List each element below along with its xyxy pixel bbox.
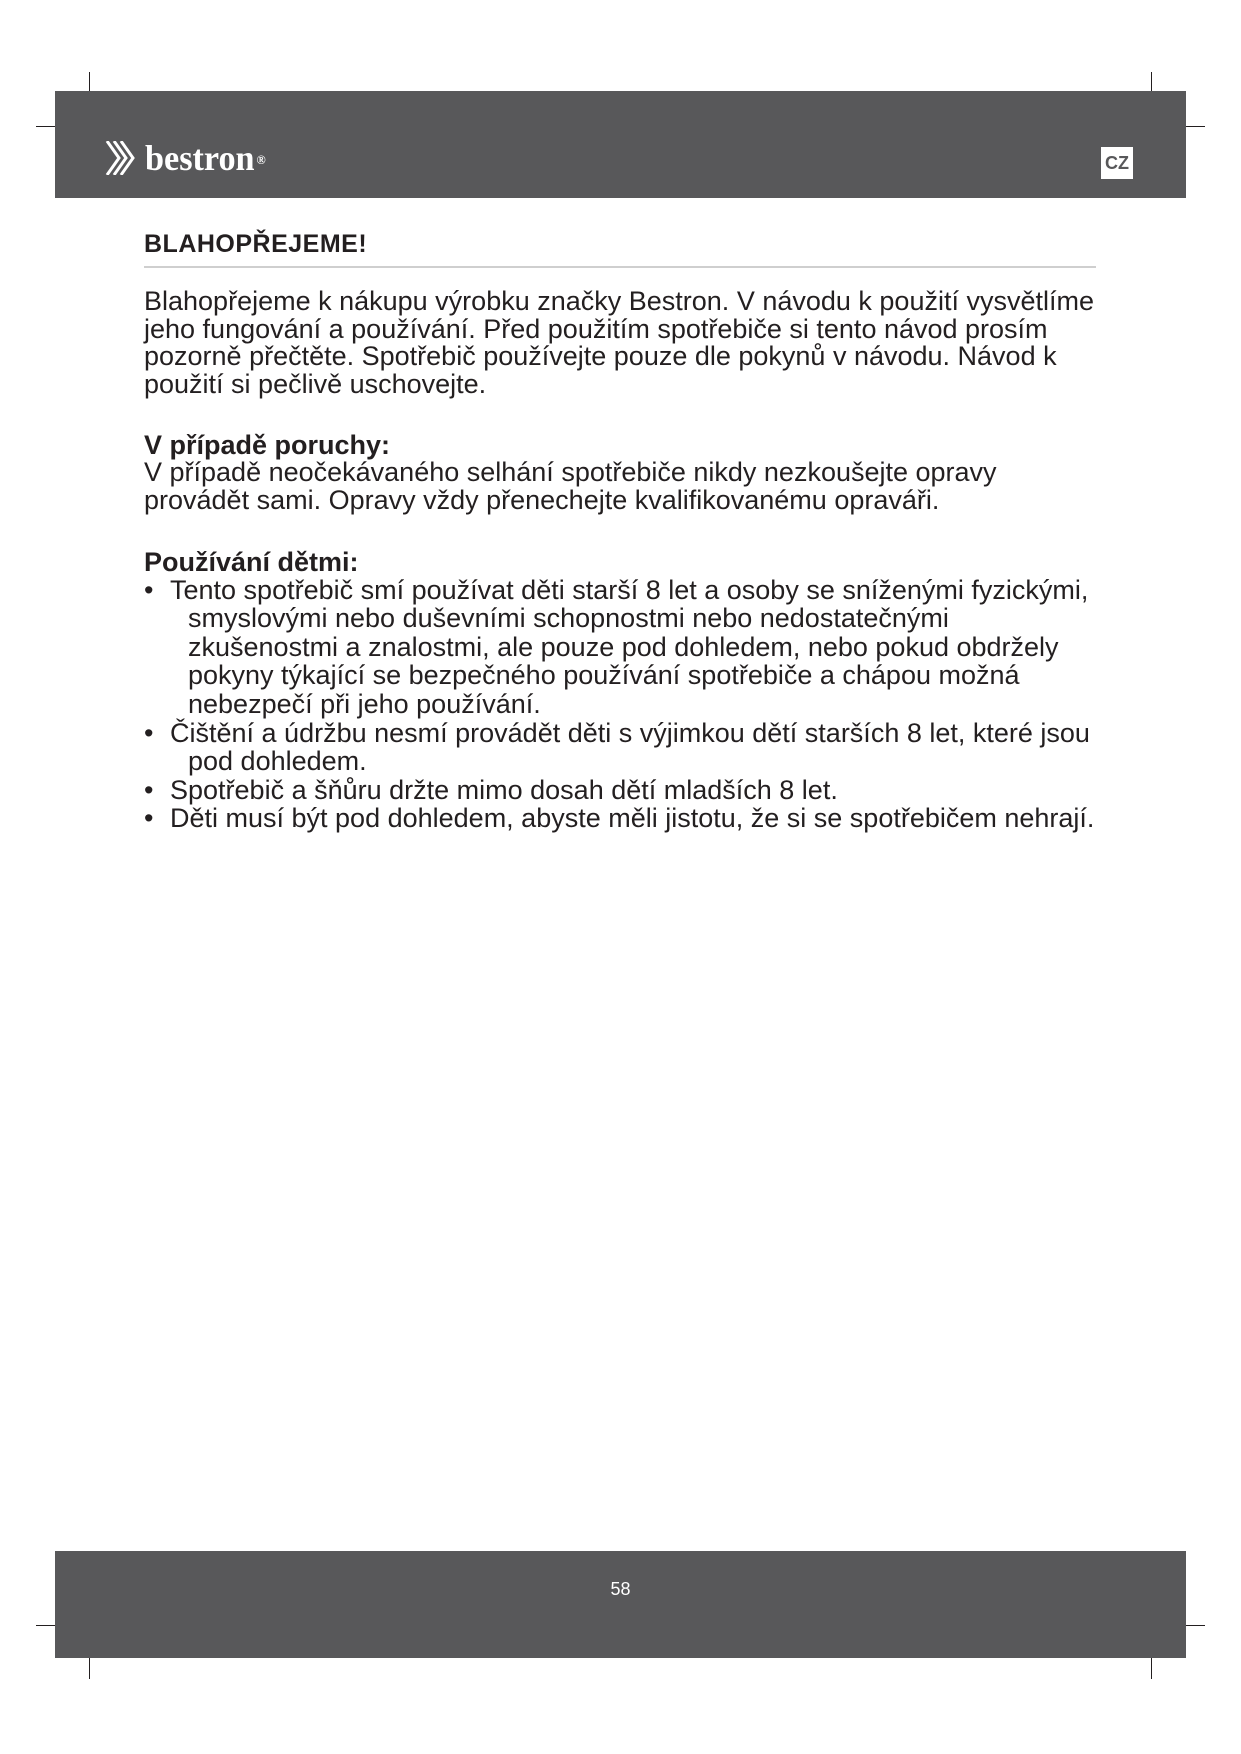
list-item: • Spotřebič a šňůru držte mimo dosah dětí mladších 8 let.: [144, 776, 1104, 805]
brand-name: bestron ®: [145, 138, 266, 178]
brand-logo: [105, 138, 272, 178]
footer-bar: [55, 1551, 1186, 1658]
list-item: • Děti musí být pod dohledem, abyste měli jistotu, že si se spotřebičem nehrají.: [144, 804, 1104, 833]
language-badge: CZ: [1101, 147, 1133, 179]
page-title: BLAHOPŘEJEME!: [144, 230, 368, 258]
page-number: 58: [610, 1579, 631, 1599]
section-malfunction: [144, 431, 1104, 514]
bullet-list: [144, 576, 1104, 833]
section-children: [144, 548, 1104, 833]
page-content: [144, 226, 1104, 833]
section-title: V případě poruchy:: [144, 430, 391, 461]
header-bar: [55, 91, 1186, 198]
section-title: Používání dětmi:: [144, 546, 359, 577]
list-item: • Čištění a údržbu nesmí provádět děti s výjimkou dětí starších 8 let, které jsou pod dohledem.: [144, 719, 1104, 776]
title-divider: [144, 266, 1096, 268]
list-item: • Tento spotřebič smí používat děti starší 8 let a osoby se sníženými fyzickými, smyslovými nebo duševními schopnostmi nebo nedostatečnými zkušenostmi a znalostmi, ale pouze pod dohledem, nebo pokud obdržely pokyny týkající se bezpečného používání spotřebiče a chápou možná nebezpečí při jeho používání.: [144, 576, 1104, 719]
section-body: V případě neočekávaného selhání spotřebiče nikdy nezkoušejte opravy provádět sami. Opravy vždy přenechejte kvalifikovanému opraváři.: [144, 457, 997, 515]
intro-paragraph: Blahopřejeme k nákupu výrobku značky Bestron. V návodu k použití vysvětlíme jeho fungování a používání. Před použitím spotřebiče si tento návod prosím pozorně přečtěte. Spotřebič používejte pouze dle pokynů v návodu. Návod k použití si pečlivě uschovejte.: [144, 286, 1094, 399]
chevrons-icon: [105, 141, 135, 175]
